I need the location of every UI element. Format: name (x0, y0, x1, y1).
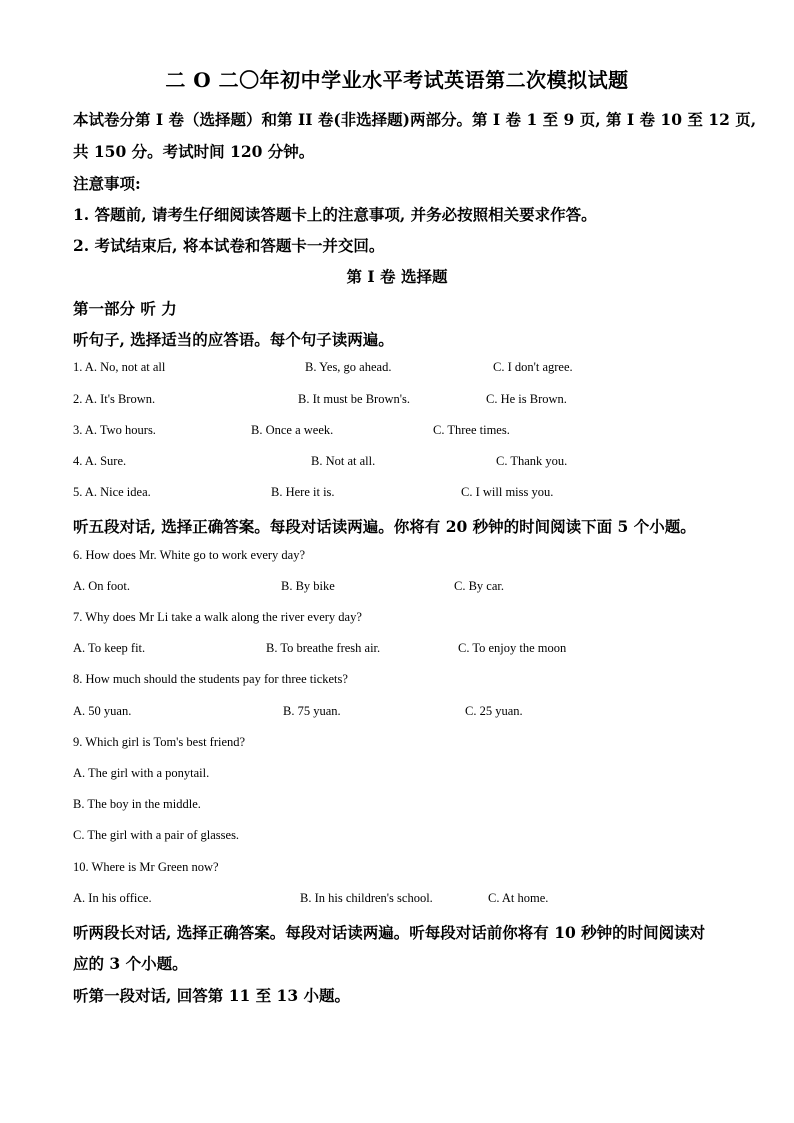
q2-option-a: 2. A. It's Brown. (73, 392, 156, 406)
intro-line-1: 本试卷分第 I 卷（选择题）和第 II 卷(非选择题)两部分。第 I 卷 1 至 9 页, 第 I 卷 10 至 12 页, (73, 110, 757, 129)
q9-option-c: C. The girl with a pair of glasses. (73, 828, 240, 842)
q6-stem: 6. How does Mr. White go to work every day? (73, 548, 306, 562)
q2-option-b: B. It must be Brown's. (298, 392, 410, 406)
notes-item-1: 1. 答题前, 请考生仔细阅读答题卡上的注意事项, 并务必按照相关要求作答。 (73, 205, 597, 224)
q7-option-c: C. To enjoy the moon (458, 641, 567, 655)
part-heading: 第一部分 听 力 (73, 299, 177, 318)
notes-heading: 注意事项: (73, 174, 141, 193)
q6-option-a: A. On foot. (73, 579, 130, 593)
q10-stem: 10. Where is Mr Green now? (73, 860, 219, 874)
q4-option-b: B. Not at all. (311, 454, 376, 468)
q5-option-a: 5. A. Nice idea. (73, 485, 151, 499)
q9-option-a: A. The girl with a ponytail. (73, 766, 210, 780)
q7-option-a: A. To keep fit. (73, 641, 146, 655)
exam-title: 二 O 二〇年初中学业水平考试英语第二次模拟试题 (165, 68, 629, 92)
q3-option-b: B. Once a week. (251, 423, 334, 437)
q4-option-c: C. Thank you. (496, 454, 568, 468)
q9-stem: 9. Which girl is Tom's best friend? (73, 735, 246, 749)
q8-option-a: A. 50 yuan. (73, 704, 132, 718)
q10-option-b: B. In his children's school. (300, 891, 433, 905)
section2-instruction: 听五段对话, 选择正确答案。每段对话读两遍。你将有 20 秒钟的时间阅读下面 5 个小题。 (73, 517, 696, 536)
section1-instruction: 听句子, 选择适当的应答语。每个句子读两遍。 (73, 330, 394, 349)
q2-option-c: C. He is Brown. (486, 392, 567, 406)
q8-option-b: B. 75 yuan. (283, 704, 341, 718)
q5-option-b: B. Here it is. (271, 485, 335, 499)
q10-option-c: C. At home. (488, 891, 549, 905)
section3-instruction-line-1: 听两段长对话, 选择正确答案。每段对话读两遍。听每段对话前你将有 10 秒钟的时间阅读对 (73, 923, 706, 942)
q8-stem: 8. How much should the students pay for three tickets? (73, 672, 348, 686)
q10-option-a: A. In his office. (73, 891, 152, 905)
q1-option-c: C. I don't agree. (493, 360, 573, 374)
section3-instruction-line-2: 应的 3 个小题。 (73, 954, 188, 973)
section3-sub-instruction: 听第一段对话, 回答第 11 至 13 小题。 (73, 986, 351, 1005)
volume-heading: 第 I 卷 选择题 (346, 267, 448, 286)
q4-option-a: 4. A. Sure. (73, 454, 127, 468)
intro-line-2: 共 150 分。考试时间 120 分钟。 (73, 142, 315, 161)
q3-option-a: 3. A. Two hours. (73, 423, 156, 437)
q5-option-c: C. I will miss you. (461, 485, 554, 499)
q1-option-b: B. Yes, go ahead. (305, 360, 392, 374)
q9-option-b: B. The boy in the middle. (73, 797, 201, 811)
q7-stem: 7. Why does Mr Li take a walk along the river every day? (73, 610, 362, 624)
q1-option-a: 1. A. No, not at all (73, 360, 166, 374)
q3-option-c: C. Three times. (433, 423, 510, 437)
q6-option-b: B. By bike (281, 579, 335, 593)
notes-item-2: 2. 考试结束后, 将本试卷和答题卡一并交回。 (73, 236, 385, 255)
q6-option-c: C. By car. (454, 579, 504, 593)
q7-option-b: B. To breathe fresh air. (266, 641, 381, 655)
q8-option-c: C. 25 yuan. (465, 704, 523, 718)
